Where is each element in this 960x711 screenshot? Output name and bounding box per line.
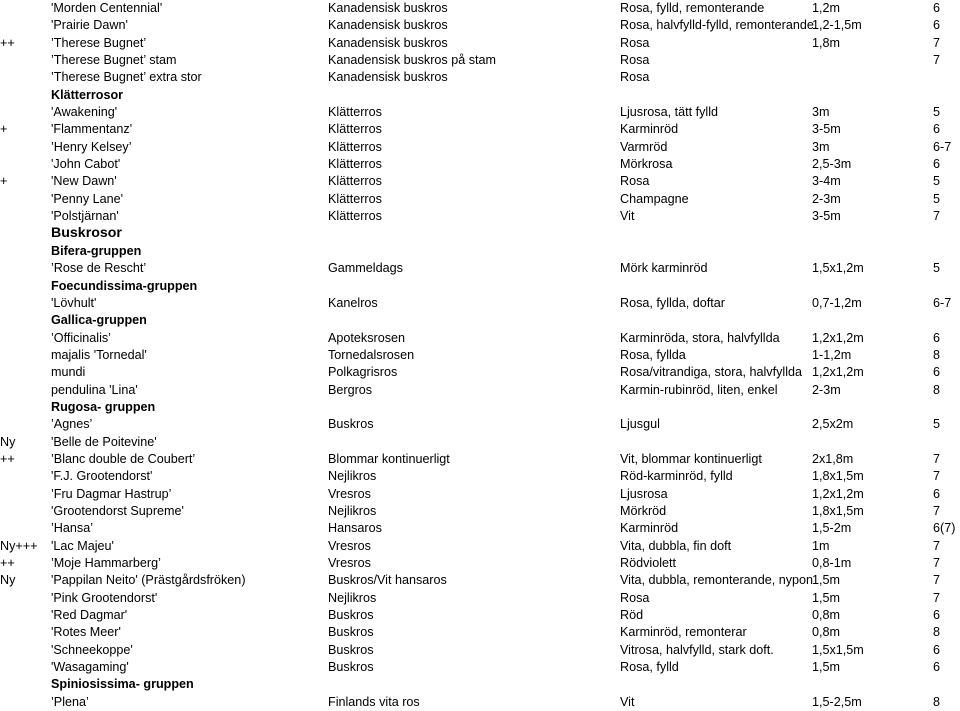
rose-type: Kanelros bbox=[328, 295, 378, 310]
rose-type: Finlands vita ros bbox=[328, 694, 420, 709]
section-heading-row bbox=[0, 312, 960, 329]
flower-description: Karminröda, stora, halvfyllda bbox=[620, 330, 780, 345]
variety-name: 'Grootendorst Supreme' bbox=[51, 503, 184, 518]
variety-name: 'Lac Majeu' bbox=[51, 538, 114, 553]
hardiness-zone: 6 bbox=[933, 122, 941, 137]
table-row bbox=[0, 520, 960, 537]
rose-type: Kanadensisk buskros bbox=[328, 18, 448, 33]
hardiness-zone: 5 bbox=[933, 191, 941, 206]
status-mark: + bbox=[0, 174, 8, 189]
plant-height: 2-3m bbox=[812, 191, 841, 206]
flower-description: Rosa/vitrandiga, stora, halvfyllda bbox=[620, 365, 803, 380]
plant-height: 1,2x1,2m bbox=[812, 486, 864, 501]
rose-type: Klätterros bbox=[328, 139, 382, 154]
section-heading-row bbox=[0, 278, 960, 295]
plant-height: 0,7-1,2m bbox=[812, 295, 862, 310]
table-row bbox=[0, 451, 960, 468]
plant-height: 1,5m bbox=[812, 660, 840, 675]
flower-description: Karmin-rubinröd, liten, enkel bbox=[620, 382, 778, 397]
variety-name: 'F.J. Grootendorst' bbox=[51, 469, 153, 484]
hardiness-zone: 5 bbox=[933, 105, 941, 120]
hardiness-zone: 6(7) bbox=[933, 521, 956, 536]
table-row bbox=[0, 468, 960, 485]
flower-description: Rosa bbox=[620, 590, 650, 605]
variety-name: ’Officinalis’ bbox=[51, 330, 111, 345]
section-heading-row bbox=[0, 399, 960, 416]
variety-name: 'Belle de Poitevine' bbox=[51, 434, 157, 449]
section-heading-row bbox=[0, 87, 960, 104]
section-heading: Bifera-gruppen bbox=[51, 243, 142, 258]
flower-description: Mörkröd bbox=[620, 503, 667, 518]
hardiness-zone: 6-7 bbox=[933, 295, 952, 310]
section-heading: Buskrosor bbox=[51, 225, 122, 242]
variety-name: ’Agnes’ bbox=[51, 417, 93, 432]
table-row bbox=[0, 208, 960, 225]
flower-description: Rosa bbox=[620, 70, 650, 85]
hardiness-zone: 7 bbox=[933, 556, 941, 570]
plant-height: 2,5-3m bbox=[812, 157, 852, 172]
variety-name: 'Penny Lane' bbox=[51, 191, 124, 206]
section-heading-row bbox=[0, 243, 960, 260]
hardiness-zone: 8 bbox=[933, 625, 941, 640]
variety-name: 'Schneekoppe' bbox=[51, 642, 133, 657]
plant-height: 1,2-1,5m bbox=[812, 18, 862, 33]
section-heading: Gallica-gruppen bbox=[51, 313, 147, 328]
rose-type: Nejlikros bbox=[328, 469, 377, 484]
hardiness-zone: 7 bbox=[933, 53, 941, 68]
variety-name: ’Plena’ bbox=[51, 694, 89, 709]
section-heading: Foecundissima-gruppen bbox=[51, 278, 198, 293]
variety-name: ’Rose de Rescht’ bbox=[51, 261, 147, 276]
flower-description: Rosa, fylld, remonterande bbox=[620, 1, 765, 15]
plant-height: 1,5-2m bbox=[812, 521, 852, 536]
table-row bbox=[0, 382, 960, 399]
rose-type: Buskros bbox=[328, 417, 374, 432]
variety-name: mundi bbox=[51, 365, 86, 380]
section-heading: Spiniosissima- gruppen bbox=[51, 677, 194, 692]
variety-name: 'Pink Grootendorst' bbox=[51, 590, 158, 605]
rose-type: Buskros bbox=[328, 642, 374, 657]
rose-type: Vresros bbox=[328, 538, 371, 553]
table-row bbox=[0, 590, 960, 607]
plant-height: 2,5x2m bbox=[812, 417, 854, 432]
flower-description: Ljusrosa bbox=[620, 486, 668, 501]
hardiness-zone: 6-7 bbox=[933, 139, 952, 154]
flower-description: Rosa bbox=[620, 174, 650, 189]
rose-type: Polkagrisros bbox=[328, 365, 398, 380]
variety-name: 'Flammentanz' bbox=[51, 122, 133, 137]
plant-height: 1,2x1,2m bbox=[812, 330, 864, 345]
flower-description: Vita, dubbla, fin doft bbox=[620, 538, 732, 553]
table-row bbox=[0, 35, 960, 52]
table-row bbox=[0, 364, 960, 381]
flower-description: Champagne bbox=[620, 191, 689, 206]
flower-description: Ljusgul bbox=[620, 417, 660, 432]
status-mark: ++ bbox=[0, 556, 15, 570]
flower-description: Ljusrosa, tätt fylld bbox=[620, 105, 718, 120]
variety-name: 'Lövhult' bbox=[51, 295, 97, 310]
flower-description: Varmröd bbox=[620, 139, 668, 154]
rose-type: Klätterros bbox=[328, 105, 382, 120]
table-row bbox=[0, 139, 960, 156]
flower-description: Rosa, fyllda bbox=[620, 347, 686, 362]
plant-height: 3m bbox=[812, 139, 830, 154]
rose-type: Bergros bbox=[328, 382, 373, 397]
plant-height: 2-3m bbox=[812, 382, 841, 397]
flower-description: Karminröd, remonterar bbox=[620, 625, 747, 640]
variety-name: 'John Cabot' bbox=[51, 157, 121, 172]
status-mark: + bbox=[0, 122, 8, 137]
plant-height: 1,5-2,5m bbox=[812, 694, 862, 709]
hardiness-zone: 7 bbox=[933, 209, 941, 224]
table-row bbox=[0, 555, 960, 572]
status-mark: ++ bbox=[0, 35, 15, 50]
table-row bbox=[0, 104, 960, 121]
variety-name: 'Morden Centennial' bbox=[51, 1, 163, 15]
variety-name: ’Moje Hammarberg’ bbox=[51, 556, 161, 570]
hardiness-zone: 8 bbox=[933, 694, 941, 709]
rose-type: Klätterros bbox=[328, 122, 382, 137]
table-row bbox=[0, 503, 960, 520]
plant-height: 1,8x1,5m bbox=[812, 503, 864, 518]
table-row bbox=[0, 659, 960, 676]
variety-name: ’Therese Bugnet’ extra stor bbox=[51, 70, 202, 85]
table-row bbox=[0, 347, 960, 364]
variety-name: 'Polstjärnan' bbox=[51, 209, 119, 224]
plant-height: 0,8-1m bbox=[812, 556, 852, 570]
table-row bbox=[0, 486, 960, 503]
table-row bbox=[0, 191, 960, 208]
rose-type: Tornedalsrosen bbox=[328, 347, 415, 362]
rose-type: Klätterros bbox=[328, 209, 382, 224]
hardiness-zone: 7 bbox=[933, 469, 941, 484]
plant-height: 1m bbox=[812, 538, 830, 553]
table-row bbox=[0, 156, 960, 173]
variety-name: ’Therese Bugnet’ stam bbox=[51, 53, 177, 68]
table-row bbox=[0, 538, 960, 555]
rose-type: Nejlikros bbox=[328, 503, 377, 518]
hardiness-zone: 6 bbox=[933, 18, 941, 33]
flower-description: Röd bbox=[620, 608, 644, 623]
rose-type: Vresros bbox=[328, 556, 371, 570]
variety-name: ’Blanc double de Coubert’ bbox=[51, 451, 196, 466]
hardiness-zone: 6 bbox=[933, 330, 941, 345]
variety-name: majalis 'Tornedal' bbox=[51, 347, 147, 362]
variety-name: 'Red Dagmar' bbox=[51, 608, 128, 623]
rose-type: Buskros bbox=[328, 625, 374, 640]
rose-type: Hansaros bbox=[328, 521, 382, 536]
hardiness-zone: 7 bbox=[933, 451, 941, 466]
plant-height: 1,5x1,5m bbox=[812, 642, 864, 657]
variety-name: pendulina 'Lina' bbox=[51, 382, 138, 397]
plant-height: 3-4m bbox=[812, 174, 841, 189]
table-row bbox=[0, 434, 960, 451]
variety-name: 'Prairie Dawn' bbox=[51, 18, 128, 33]
rose-type: Buskros/Vit hansaros bbox=[328, 573, 447, 588]
table-row bbox=[0, 607, 960, 624]
hardiness-zone: 6 bbox=[933, 608, 941, 623]
flower-description: Vit bbox=[620, 694, 635, 709]
table-row bbox=[0, 694, 960, 711]
plant-height: 1,2x1,2m bbox=[812, 365, 864, 380]
variety-name: ’Therese Bugnet’ bbox=[51, 35, 147, 50]
variety-name: 'New Dawn' bbox=[51, 174, 117, 189]
table-row bbox=[0, 330, 960, 347]
section-heading-row bbox=[0, 225, 960, 242]
table-row bbox=[0, 69, 960, 86]
rose-type: Klätterros bbox=[328, 157, 382, 172]
hardiness-zone: 7 bbox=[933, 573, 941, 588]
rose-type: Nejlikros bbox=[328, 590, 377, 605]
table-row bbox=[0, 572, 960, 589]
rose-type: Blommar kontinuerligt bbox=[328, 451, 450, 466]
section-heading-row bbox=[0, 676, 960, 693]
table-row bbox=[0, 121, 960, 138]
table-row bbox=[0, 260, 960, 277]
flower-description: Rosa, halvfylld-fylld, remonterande bbox=[620, 18, 814, 33]
table-row bbox=[0, 642, 960, 659]
rose-type: Kanadensisk buskros på stam bbox=[328, 53, 497, 68]
flower-description: Mörkrosa bbox=[620, 157, 673, 172]
flower-description: Rosa, fylld bbox=[620, 660, 679, 675]
table-row bbox=[0, 295, 960, 312]
hardiness-zone: 5 bbox=[933, 261, 941, 276]
section-heading: Rugosa- gruppen bbox=[51, 399, 156, 414]
flower-description: Rödviolett bbox=[620, 556, 677, 570]
plant-height: 2x1,8m bbox=[812, 451, 854, 466]
rose-type: Gammeldags bbox=[328, 261, 403, 276]
hardiness-zone: 6 bbox=[933, 486, 941, 501]
flower-description: Karminröd bbox=[620, 122, 679, 137]
rose-type: Apoteksrosen bbox=[328, 330, 406, 345]
section-heading: Klätterrosor bbox=[51, 87, 124, 102]
rose-type: Vresros bbox=[328, 486, 371, 501]
plant-height: 3m bbox=[812, 105, 830, 120]
hardiness-zone: 7 bbox=[933, 503, 941, 518]
plant-height: 1,8x1,5m bbox=[812, 469, 864, 484]
flower-description: Vit bbox=[620, 209, 635, 224]
status-mark: Ny bbox=[0, 434, 16, 449]
variety-name: 'Pappilan Neito' (Prästgårdsfröken) bbox=[51, 573, 246, 588]
rose-type: Buskros bbox=[328, 660, 374, 675]
hardiness-zone: 6 bbox=[933, 642, 941, 657]
hardiness-zone: 6 bbox=[933, 660, 941, 675]
hardiness-zone: 8 bbox=[933, 382, 941, 397]
plant-height: 3-5m bbox=[812, 122, 841, 137]
plant-height: 3-5m bbox=[812, 209, 841, 224]
flower-description: Vitrosa, halvfylld, stark doft. bbox=[620, 642, 774, 657]
table-row bbox=[0, 624, 960, 641]
hardiness-zone: 6 bbox=[933, 1, 941, 15]
plant-height: 1,5m bbox=[812, 590, 840, 605]
table-row bbox=[0, 52, 960, 69]
hardiness-zone: 8 bbox=[933, 347, 941, 362]
hardiness-zone: 5 bbox=[933, 174, 941, 189]
rose-type: Klätterros bbox=[328, 174, 382, 189]
status-mark: ++ bbox=[0, 451, 15, 466]
status-mark: Ny bbox=[0, 573, 16, 588]
hardiness-zone: 5 bbox=[933, 417, 941, 432]
flower-description: Vita, dubbla, remonterande, nypon bbox=[620, 573, 814, 588]
rose-type: Kanadensisk buskros bbox=[328, 70, 448, 85]
plant-height: 1,8m bbox=[812, 35, 840, 50]
flower-description: Röd-karminröd, fylld bbox=[620, 469, 733, 484]
rose-type: Kanadensisk buskros bbox=[328, 35, 448, 50]
rose-type: Buskros bbox=[328, 608, 374, 623]
rose-type: Kanadensisk buskros bbox=[328, 1, 448, 15]
flower-description: Mörk karminröd bbox=[620, 261, 708, 276]
hardiness-zone: 7 bbox=[933, 590, 941, 605]
variety-name: ’Fru Dagmar Hastrup’ bbox=[51, 486, 172, 501]
variety-name: 'Wasagaming' bbox=[51, 660, 129, 675]
plant-height: 1,5m bbox=[812, 573, 840, 588]
flower-description: Rosa, fyllda, doftar bbox=[620, 295, 725, 310]
hardiness-zone: 6 bbox=[933, 365, 941, 380]
table-row bbox=[0, 0, 960, 17]
table-row bbox=[0, 17, 960, 34]
variety-name: ’Henry Kelsey’ bbox=[51, 139, 132, 154]
hardiness-zone: 7 bbox=[933, 35, 941, 50]
variety-name: ’Hansa’ bbox=[51, 521, 93, 536]
rose-type: Klätterros bbox=[328, 191, 382, 206]
plant-height: 1,2m bbox=[812, 1, 840, 15]
table-row bbox=[0, 173, 960, 190]
variety-name: 'Awakening' bbox=[51, 105, 118, 120]
flower-description: Rosa bbox=[620, 53, 650, 68]
plant-height: 1,5x1,2m bbox=[812, 261, 864, 276]
flower-description: Karminröd bbox=[620, 521, 679, 536]
flower-description: Vit, blommar kontinuerligt bbox=[620, 451, 762, 466]
plant-height: 0,8m bbox=[812, 608, 840, 623]
table-row bbox=[0, 416, 960, 433]
hardiness-zone: 6 bbox=[933, 157, 941, 172]
variety-name: 'Rotes Meer' bbox=[51, 625, 121, 640]
flower-description: Rosa bbox=[620, 35, 650, 50]
plant-height: 0,8m bbox=[812, 625, 840, 640]
hardiness-zone: 7 bbox=[933, 538, 941, 553]
status-mark: Ny+++ bbox=[0, 538, 38, 553]
plant-height: 1-1,2m bbox=[812, 347, 852, 362]
